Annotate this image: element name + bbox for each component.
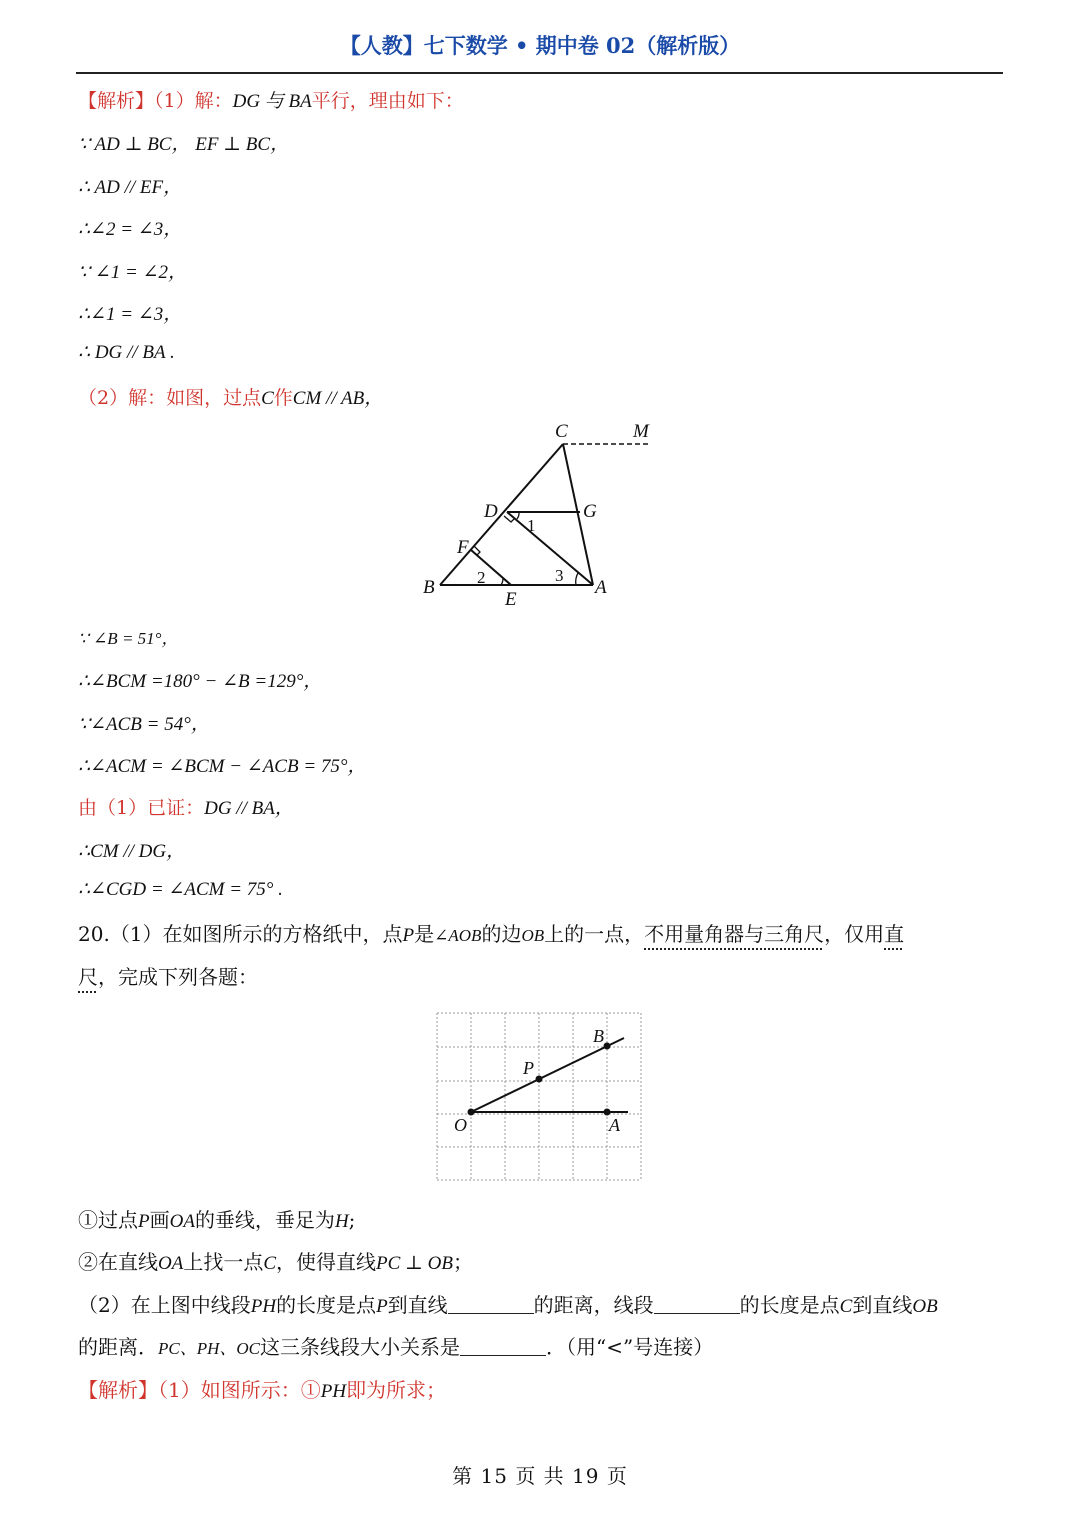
part3-line <box>78 1331 713 1360</box>
q20-text: （1）在如图所示的方格纸中，点 <box>109 922 403 946</box>
task-text: ②在直线 <box>78 1250 158 1274</box>
label-D: D <box>484 501 498 522</box>
task-point: P <box>138 1211 150 1232</box>
angle-arc-2 <box>501 578 503 585</box>
step-line: ∵ ∠B = 51°， <box>78 629 179 648</box>
task-ray: OA <box>158 1253 184 1274</box>
part2-text: （2）解：如图，过点 <box>78 387 262 409</box>
q20-text: 是 <box>414 922 435 946</box>
solution1-intro: （1）解： <box>154 90 233 112</box>
step-line: ∴CM // DG， <box>78 841 186 862</box>
part3-text: 这三条线段大小关系是 <box>260 1335 460 1359</box>
q20-text: ，完成下列各题： <box>98 965 258 989</box>
page-footer: 第 15 页 共 19 页 <box>452 1464 628 1488</box>
task1-line <box>78 1204 355 1233</box>
part2-ray: OB <box>912 1296 938 1317</box>
part2-text: 的距离，线段 <box>533 1293 654 1317</box>
label-B: B <box>593 1026 604 1046</box>
solution2-text: （1）如图所示：① <box>158 1378 321 1402</box>
step-line: ∵ AD ⊥ BC， EF ⊥ BC， <box>78 134 290 155</box>
part3-text: ．（用“<”号连接） <box>546 1335 714 1359</box>
point-O <box>468 1109 475 1116</box>
part2-text: 到直线 <box>387 1293 448 1317</box>
part2-point: P <box>376 1296 388 1317</box>
q20-text: 的边 <box>481 922 522 946</box>
solution1-claim-math: DG 与 BA <box>232 91 312 112</box>
task-text: 画 <box>149 1208 170 1232</box>
label-angle-2: 2 <box>477 568 486 587</box>
point-B <box>604 1043 611 1050</box>
part3-math: PC、PH、OC <box>158 1339 260 1358</box>
point-P <box>536 1076 543 1083</box>
step-line: ∴∠ACM = ∠BCM − ∠ACB = 75°， <box>78 756 367 777</box>
part2-text: 到直线 <box>852 1293 913 1317</box>
part2-line <box>78 1289 938 1318</box>
q20-emphasis: 不用量角器与三角尺 <box>644 922 825 946</box>
part2-point: C <box>839 1296 853 1317</box>
solution2-text: 即为所求； <box>346 1378 447 1402</box>
angle-arc-3 <box>576 573 578 585</box>
proved-math: DG // BA， <box>204 798 294 819</box>
part2-text: 的长度是点 <box>739 1293 840 1317</box>
part3-text: 的距离． <box>78 1335 158 1359</box>
label-M: M <box>633 421 649 442</box>
label-A: A <box>609 1115 620 1135</box>
label-angle-3: 3 <box>555 566 564 585</box>
proved-line <box>78 793 294 820</box>
q20-ray-OB: OB <box>521 926 545 945</box>
q20-text: 上的一点， <box>544 922 645 946</box>
label-C: C <box>555 421 568 442</box>
step-line: ∴ DG // BA . <box>78 342 175 363</box>
task-text: ①过点 <box>78 1208 138 1232</box>
task2-line <box>78 1246 473 1275</box>
solution-tag: 【解析】 <box>78 90 155 112</box>
label-B: B <box>423 577 435 598</box>
task-text: ; <box>348 1208 356 1232</box>
grid-lines <box>437 1013 641 1180</box>
label-E: E <box>505 589 517 610</box>
triangle-figure <box>415 415 665 615</box>
part2-text: 的长度是点 <box>276 1293 377 1317</box>
part2-text: （2）在上图中线段 <box>78 1293 251 1317</box>
task-text: 上找一点 <box>183 1250 264 1274</box>
step-line: ∴∠BCM =180° − ∠B =129°， <box>78 671 323 692</box>
q20-angle: ∠AOB <box>434 926 482 945</box>
q20-emphasis: 直 <box>884 922 905 946</box>
page-header-title: 【人教】七下数学 • 期中卷 02（解析版） <box>339 33 741 58</box>
part2-text-b: 作 <box>273 387 293 409</box>
step-line: ∵∠ACB = 54°， <box>78 714 210 735</box>
step-line: ∴ AD // EF， <box>78 177 183 198</box>
label-F: F <box>457 537 469 558</box>
answer-blank[interactable] <box>460 1337 546 1356</box>
solution2-math: PH <box>320 1381 347 1402</box>
task-point: C <box>263 1253 277 1274</box>
task-text: 的垂线，垂足为 <box>194 1208 335 1232</box>
answer-blank[interactable] <box>654 1295 740 1314</box>
angle-arc-1 <box>517 512 519 519</box>
solution1-part2-heading <box>78 383 383 410</box>
label-G: G <box>583 501 597 522</box>
label-angle-1: 1 <box>527 516 536 535</box>
label-O: O <box>454 1115 467 1135</box>
grid-figure <box>432 1008 647 1186</box>
solution-tag: 【解析】 <box>78 1378 158 1402</box>
label-P: P <box>523 1058 534 1078</box>
step-line: ∴∠1 = ∠3， <box>78 304 183 325</box>
q20-emphasis: 尺 <box>78 965 98 989</box>
q20-point-P: P <box>402 925 415 946</box>
q20-line1 <box>78 918 904 947</box>
answer-blank[interactable] <box>448 1295 534 1314</box>
proved-text: 由（1）已证： <box>78 797 205 819</box>
task-math: PC ⊥ OB <box>376 1253 453 1274</box>
part2-math: C <box>261 388 274 409</box>
ray-OB <box>471 1038 624 1112</box>
task-text: ，使得直线 <box>276 1250 377 1274</box>
task-ray: OA <box>169 1211 195 1232</box>
label-A: A <box>595 577 607 598</box>
q20-text: ，仅用 <box>824 922 885 946</box>
task-point: H <box>334 1211 349 1232</box>
solution1-claim-text: 平行，理由如下： <box>311 90 464 112</box>
part2-segment: PH <box>250 1296 277 1317</box>
q20-number: 20. <box>78 922 110 946</box>
solution1-heading <box>78 86 464 113</box>
solution2-line <box>78 1374 446 1403</box>
q20-line2 <box>78 961 258 990</box>
segment-CB <box>440 444 563 585</box>
step-line: ∴∠2 = ∠3， <box>78 219 183 240</box>
task-text: ； <box>453 1250 473 1274</box>
step-line: ∴∠CGD = ∠ACM = 75° . <box>78 879 283 900</box>
part2-math-b: CM // AB， <box>292 388 384 409</box>
step-line: ∵ ∠1 = ∠2， <box>78 262 187 283</box>
header-divider <box>76 72 1003 74</box>
